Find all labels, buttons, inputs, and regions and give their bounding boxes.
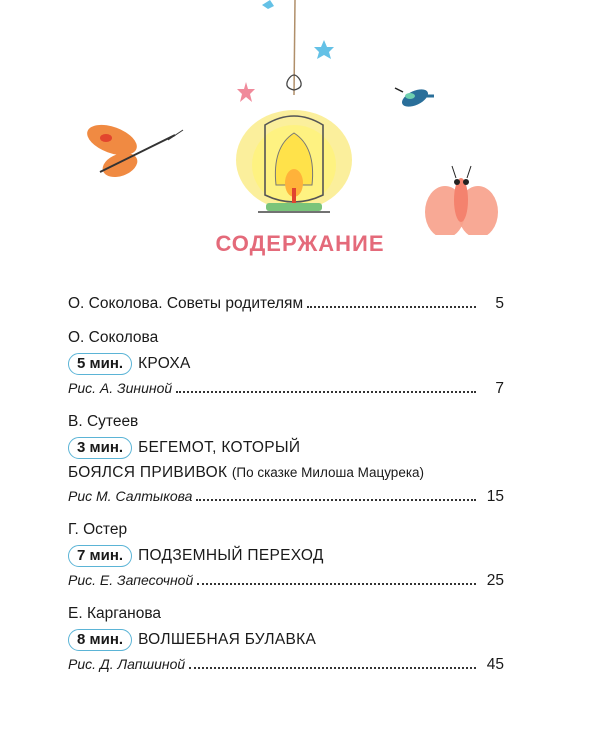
dot-leader xyxy=(197,582,476,585)
star-icon xyxy=(237,82,255,102)
header-illustration xyxy=(0,0,600,235)
moth-icon xyxy=(425,166,498,235)
story-title: БЕГЕМОТ, КОТОРЫЙ xyxy=(138,439,301,456)
page-number: 15 xyxy=(486,488,504,505)
page-title: СОДЕРЖАНИЕ xyxy=(215,231,385,256)
toc-entry[interactable] xyxy=(68,603,504,675)
story-title: ПОДЗЕМНЫЙ ПЕРЕХОД xyxy=(138,547,324,564)
table-of-contents xyxy=(68,293,504,675)
story-note: (По сказке Милоша Мацурека) xyxy=(231,465,425,480)
reading-time-badge: 5 мин. xyxy=(68,353,132,375)
dot-leader xyxy=(189,666,476,669)
author: В. Сутеев xyxy=(68,413,139,430)
illustrator: Рис М. Салтыкова xyxy=(68,488,193,504)
dot-leader xyxy=(196,498,476,501)
author: Г. Остер xyxy=(68,521,128,538)
toc-entry[interactable] xyxy=(68,327,504,399)
toc-intro-text: О. Соколова. Советы родителям xyxy=(68,295,304,312)
story-title: КРОХА xyxy=(138,355,191,372)
star-icon xyxy=(262,0,274,9)
reading-time-badge: 8 мин. xyxy=(68,629,132,651)
toc-entry[interactable] xyxy=(68,411,504,507)
illustrator: Рис. Е. Запесочной xyxy=(68,572,194,588)
reading-time-badge: 7 мин. xyxy=(68,545,132,567)
illustrator: Рис. А. Зининой xyxy=(68,380,173,396)
page-number: 45 xyxy=(486,656,504,673)
page-number: 25 xyxy=(486,572,504,589)
story-title: ВОЛШЕБНАЯ БУЛАВКА xyxy=(138,631,317,648)
dot-leader xyxy=(307,305,476,308)
story-title-continued xyxy=(68,461,504,485)
illustrator: Рис. Д. Лапшиной xyxy=(68,656,186,672)
author: Е. Карганова xyxy=(68,605,162,622)
toc-entry[interactable] xyxy=(68,519,504,591)
author: О. Соколова xyxy=(68,329,159,346)
lamp-icon xyxy=(236,0,352,212)
star-icon xyxy=(314,40,334,59)
story-title-line2: БОЯЛСЯ ПРИВИВОК xyxy=(68,464,228,481)
dot-leader xyxy=(176,390,476,393)
page-number: 7 xyxy=(495,380,504,397)
bug-icon xyxy=(395,86,434,111)
toc-intro[interactable] xyxy=(68,293,504,315)
page-number: 5 xyxy=(495,295,504,312)
butterfly-icon xyxy=(83,119,183,182)
reading-time-badge: 3 мин. xyxy=(68,437,132,459)
